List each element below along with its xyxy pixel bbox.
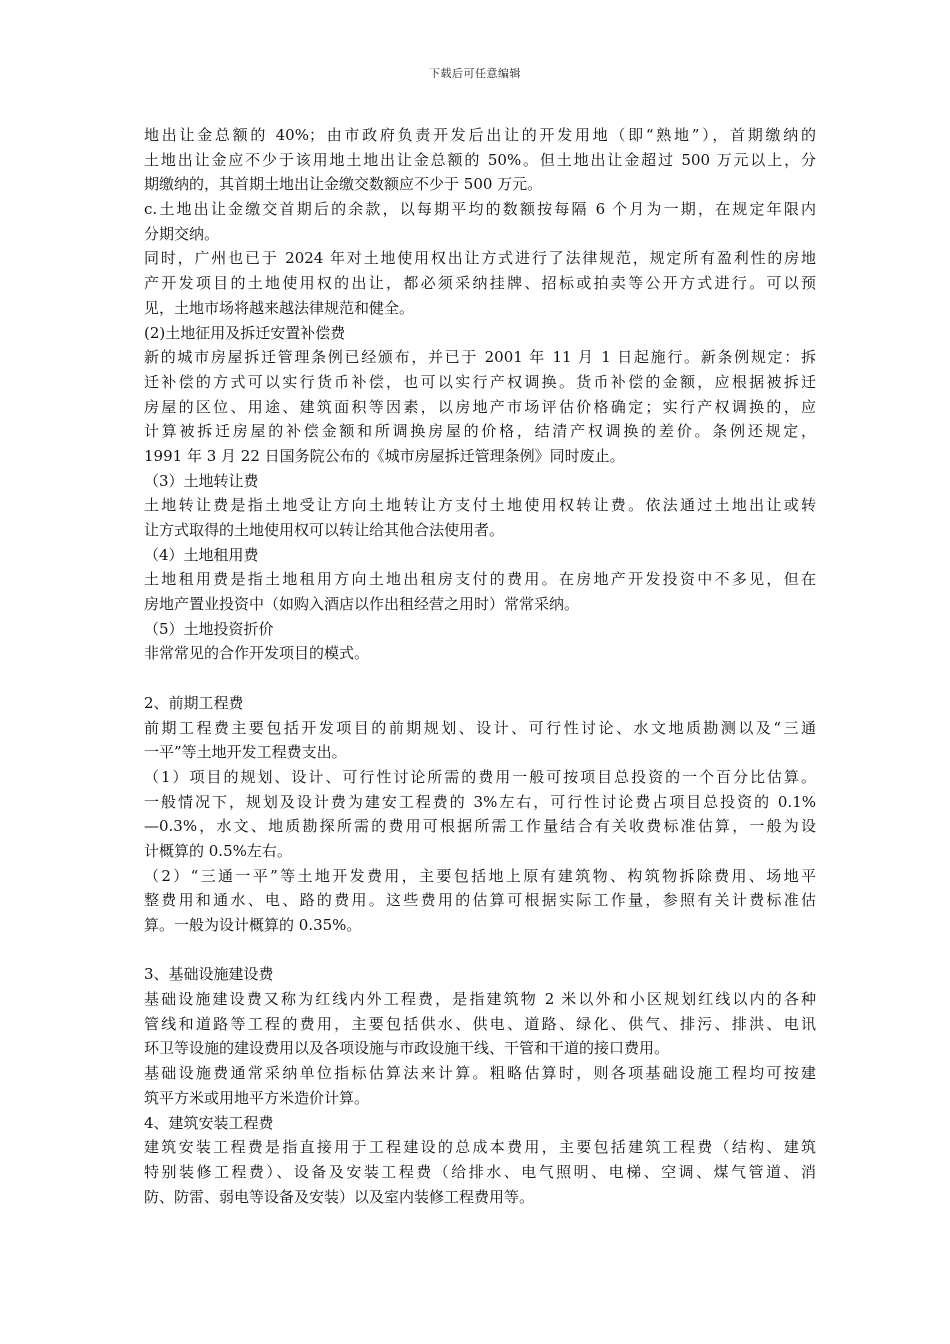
text-line: 计算被拆迁房屋的补偿金额和所调换房屋的价格，结清产权调换的差价。条例还规定， [144,422,816,441]
text-line: 算。一般为设计概算的 0.35%。 [144,916,362,934]
text-line: 房地产置业投资中（如购入酒店以作出租经营之用时）常常采纳。 [144,595,580,614]
text-line: c.土地出让金缴交首期后的余款，以每期平均的数额按每隔 6 个月为一期，在规定年限内 [144,200,816,219]
text-line: 1991 年 3 月 22 日国务院公布的《城市房屋拆迁管理条例》同时废止。 [144,446,625,465]
text-line: 同时，广州也已于 2024 年对土地使用权出让方式进行了法律规范，规定所有盈利性的房地 [144,249,816,268]
text-line: 非常常见的合作开发项目的模式。 [144,644,370,663]
text-line: 一般情况下，规划及设计费为建安工程费的 3%左右，可行性讨论费占项目总投资的 0.1% [144,792,816,811]
page-header: 下载后可任意编辑 [429,67,521,80]
text-line: 土地租用费是指土地租用方向土地出租房支付的费用。在房地产开发投资中不多见，但在 [144,570,816,589]
text-line: 特别装修工程费）、设备及安装工程费（给排水、电气照明、电梯、空调、煤气管道、消 [144,1162,816,1181]
text-line: 土地转让费是指土地受让方向土地转让方支付土地使用权转让费。依法通过土地出让或转 [144,496,816,515]
text-line: 筑平方米或用地平方米造价计算。 [144,1088,370,1107]
text-line: 一平”等土地开发工程费支出。 [144,743,347,762]
text-line: (2)土地征用及拆迁安置补偿费 [144,323,346,342]
text-line: 分期交纳。 [144,224,220,243]
text-line: 2、前期工程费 [144,693,244,712]
text-line: 迁补偿的方式可以实行货币补偿，也可以实行产权调换。货币补偿的金额，应根据被拆迁 [144,372,816,391]
blank-line [144,938,816,963]
text-line: 建筑安装工程费是指直接用于工程建设的总成本费用，主要包括建筑工程费（结构、建筑 [144,1138,816,1157]
text-line: 土地出让金应不少于该用地土地出让金总额的 50%。但土地出让金超过 500 万元以上，分 [144,150,816,169]
text-line: （2）“三通一平”等土地开发费用，主要包括地上原有建筑物、构筑物拆除费用、场地平 [144,866,816,885]
text-line: 管线和道路等工程的费用，主要包括供水、供电、道路、绿化、供气、排污、排洪、电讯 [144,1014,816,1033]
text-line: （3）土地转让费 [144,471,259,490]
document-body [144,123,816,1209]
text-line: （1）项目的规划、设计、可行性讨论所需的费用一般可按项目总投资的一个百分比估算。 [144,767,816,786]
text-line: （4）土地租用费 [144,545,259,564]
text-line: 整费用和通水、电、路的费用。这些费用的估算可根据实际工作量，参照有关计费标准估 [144,891,816,910]
text-line: 3、基础设施建设费 [144,965,274,984]
text-line: （5）土地投资折价 [144,619,274,638]
text-line: 计概算的 0.5%左右。 [144,841,292,860]
text-line: 新的城市房屋拆迁管理条例已经颁布，并已于 2001 年 11 月 1 日起施行。新条例规定：拆 [144,348,816,367]
text-line: 地出让金总额的 40%；由市政府负责开发后出让的开发用地（即“熟地”），首期缴纳的 [144,126,816,144]
text-line: —0.3%，水文、地质勘探所需的费用可根据所需工作量结合有关收费标准估算，一般为设 [144,817,816,836]
text-line: 4、建筑安装工程费 [144,1113,274,1132]
text-line: 见，土地市场将越来越法律规范和健全。 [144,298,415,317]
text-line: 基础设施建设费又称为红线内外工程费，是指建筑物 2 米以外和小区规划红线以内的各种 [144,990,816,1009]
text-line: 前期工程费主要包括开发项目的前期规划、设计、可行性讨论、水文地质勘测以及“三通 [144,718,816,737]
text-line: 让方式取得的土地使用权可以转让给其他合法使用者。 [144,521,505,539]
text-line: 防、防雷、弱电等设备及安装）以及室内装修工程费用等。 [144,1187,535,1206]
text-line: 基础设施费通常采纳单位指标估算法来计算。粗略估算时，则各项基础设施工程均可按建 [144,1064,816,1083]
text-line: 产开发项目的土地使用权的出让，都必须采纳挂牌、招标或拍卖等公开方式进行。可以预 [144,274,816,293]
text-line: 环卫等设施的建设费用以及各项设施与市政设施干线、干管和干道的接口费用。 [144,1039,670,1058]
text-line: 房屋的区位、用途、建筑面积等因素，以房地产市场评估价格确定；实行产权调换的，应 [144,397,816,416]
text-line: 期缴纳的，其首期土地出让金缴交数额应不少于 500 万元。 [144,175,543,194]
blank-line [144,666,816,691]
